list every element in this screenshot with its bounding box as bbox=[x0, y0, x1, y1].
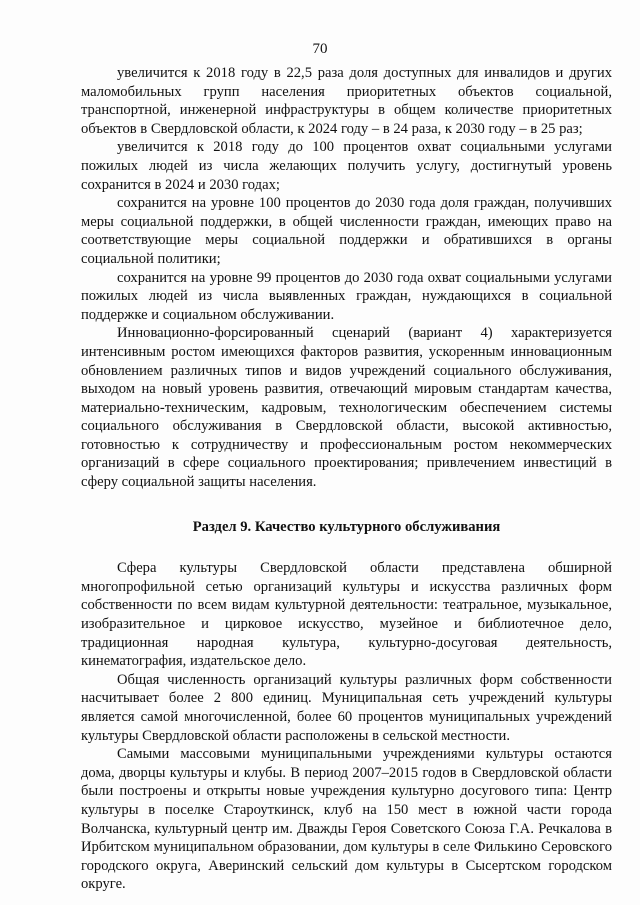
section-heading: Раздел 9. Качество культурного обслуживания bbox=[192, 518, 501, 535]
page-body bbox=[81, 64, 612, 894]
paragraph-culture-sphere: Сфера культуры Свердловской области представлена обширной многопрофильной сетью организаций культуры и искусства различных форм собственности по всем видам культурной деятельности: театральное, музыкальное, изобразительное и цирковое искусство, музейное и библиотечное дело, традиционная народная культура, культурно-досуговая деятельность, кинематография, издательское дело. bbox=[81, 560, 612, 670]
page-number: 70 bbox=[312, 41, 328, 57]
paragraph-municipal-institutions: Самыми массовыми муниципальными учреждениями культуры остаются дома, дворцы культуры и клубы. В период 2007–2015 годов в Свердловской области были построены и открыты новые учреждения культурно досугового типа: Центр культуры в поселке Староуткинск, клуб на 150 мест в южной части города Волчанска, культурный центр им. Дважды Героя Советского Союза Г.А. Речкалова в Ирбитском муниципальном образовании, дом культуры в селе Филькино Серовского городского округа, Аверинский сельский дом культуры в Сысертском городском округе. bbox=[81, 746, 612, 893]
paragraph-elderly-coverage: увеличится к 2018 году до 100 процентов охват социальными услугами пожилых людей из числа желающих получить услугу, достигнутый уровень сохранится в 2024 и 2030 годах; bbox=[81, 139, 612, 193]
paragraph-doc-availability: увеличится к 2018 году в 22,5 раза доля доступных для инвалидов и других маломобильных групп населения приоритетных объектов социальной, транспортной, инженерной инфраструктуры в общем количестве приоритетных объектов в Свердловской области, к 2024 году – в 24 раза, к 2030 году – в 25 раз; bbox=[81, 65, 612, 137]
paragraph-organizations-count: Общая численность организаций культуры различных форм собственности насчитывает более 2 800 единиц. Муниципальная сеть учреждений культуры является самой многочисленной, более 60 процентов муниципальных учреждений культуры Свердловской области расположены в сельской местности. bbox=[81, 671, 612, 744]
paragraph-social-support-share: сохранится на уровне 100 процентов до 2030 года доля граждан, получивших меры социальной поддержки, в общей численности граждан, имеющих право на соответствующие меры социальной поддержки и обратившихся в органы социальной политики; bbox=[81, 195, 612, 267]
paragraph-identified-citizens: сохранится на уровне 99 процентов до 2030 года охват социальными услугами пожилых людей из числа выявленных граждан, нуждающихся в социальной поддержке и социальном обслуживании. bbox=[81, 269, 612, 323]
paragraph-innovation-scenario: Инновационно-форсированный сценарий (вариант 4) характеризуется интенсивным ростом имеющихся факторов развития, ускоренным инновационным обновлением различных типов и видов учреждений социального обслуживания, выходом на новый уровень развития, отвечающий мировым стандартам качества, материально-техническим, кадровым, технологическим обеспечением системы социального обслуживания в Свердловской области, высокой активностью, готовностью к сотрудничеству и профессиональным ростом некоммерческих организаций в сфере социального проектирования; привлечением инвестиций в сферу социальной защиты населения. bbox=[81, 325, 612, 491]
